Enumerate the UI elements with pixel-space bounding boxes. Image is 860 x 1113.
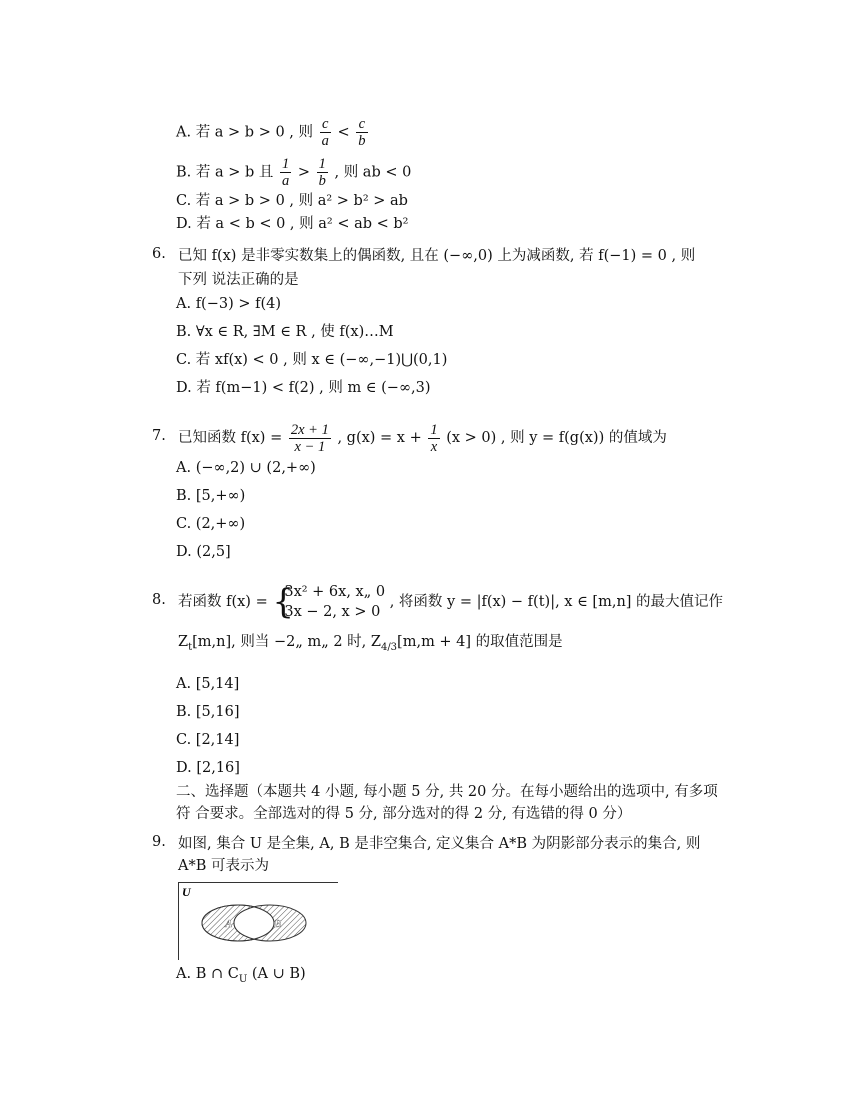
q8-stem-line2 (178, 632, 563, 658)
q8-z-sub: t (188, 641, 193, 653)
q5-option-b-pre: B. 若 a > b 且 (176, 164, 274, 181)
q8-option-d[interactable]: D. [2,16] (176, 760, 240, 776)
q5-option-b-frac2 (317, 156, 328, 189)
frac-den: b (358, 133, 366, 149)
q9-stem-line2: A*B 可表示为 (178, 858, 269, 874)
section2-line1: 二、选择题（本题共 4 小题, 每小题 5 分, 共 20 分。在每小题给出的选项中, 有多项 (176, 784, 718, 800)
q8-z: Z (178, 634, 189, 650)
frac-num: 1 (430, 421, 438, 438)
q7-option-a[interactable]: A. (−∞,2) ∪ (2,+∞) (176, 460, 316, 476)
q7-stem-pre: 已知函数 f(x) = (178, 430, 283, 446)
frac-den: x (430, 438, 438, 455)
q5-option-d[interactable]: D. 若 a < b < 0 , 则 a² < ab < b² (176, 216, 409, 232)
q8-brace: { (272, 582, 294, 622)
q8-option-c[interactable]: C. [2,14] (176, 732, 240, 748)
q9-option-a[interactable] (176, 964, 306, 990)
frac-num: c (356, 116, 367, 133)
q7-option-b[interactable]: B. [5,+∞) (176, 488, 246, 504)
section2-line2: 符 合要求。全部选对的得 5 分, 部分选对的得 2 分, 有选错的得 0 分） (176, 806, 632, 822)
q8-stem-pre: 若函数 f(x) = (178, 594, 268, 610)
q8-stem (178, 582, 723, 622)
q6-option-c[interactable]: C. 若 xf(x) < 0 , 则 x ∈ (−∞,−1)⋃(0,1) (176, 352, 448, 368)
q9-stem-line1: 如图, 集合 U 是全集, A, B 是非空集合, 定义集合 A*B 为阴影部分表示的集合, 则 (178, 836, 701, 852)
q7-option-c[interactable]: C. (2,+∞) (176, 516, 246, 532)
frac-num: c (320, 116, 331, 133)
q6-stem-line2: 下列 说法正确的是 (178, 272, 299, 288)
q5-option-b-frac1 (280, 156, 291, 189)
q7-stem (178, 418, 667, 458)
q8-stem-post: , 将函数 y = |f(x) − f(t)|, x ∈ [m,n] 的最大值记作 (389, 594, 724, 610)
q5-option-b-post: , 则 ab < 0 (334, 164, 412, 181)
q6-option-a[interactable]: A. f(−3) > f(4) (176, 296, 282, 312)
frac-den: x − 1 (294, 438, 326, 455)
venn-label-u: U (182, 885, 191, 899)
q5-option-a-frac1 (320, 116, 331, 149)
q6-number: 6. (152, 246, 166, 262)
frac-num: 1 (318, 156, 326, 172)
q5-option-b[interactable] (176, 156, 411, 189)
q8-case2: 3x − 2, x > 0 (284, 604, 381, 620)
q8-line2-mid: [m,n], 则当 −2„ m„ 2 时, Z (192, 634, 381, 650)
q9-number: 9. (152, 834, 166, 850)
q5-option-b-gt: > (297, 164, 311, 181)
q8-piecewise (272, 582, 385, 622)
frac-den: b (318, 173, 326, 189)
q5-option-c[interactable]: C. 若 a > b > 0 , 则 a² > b² > ab (176, 193, 408, 209)
q9-option-a-text: A. B ∩ C (176, 966, 239, 982)
frac-num: 2x + 1 (290, 421, 329, 438)
venn-diagram (178, 882, 338, 960)
q9-option-a-sub: U (238, 973, 248, 985)
q7-frac2 (428, 422, 439, 455)
q8-case1: 3x² + 6x, x„ 0 (284, 584, 386, 600)
frac-num: 1 (282, 156, 290, 172)
q7-option-d[interactable]: D. (2,5] (176, 544, 231, 560)
q5-option-a-text: A. 若 a > b > 0 , 则 (176, 124, 314, 141)
frac-den: a (321, 133, 329, 149)
q6-option-b[interactable]: B. ∀x ∈ R, ∃M ∈ R , 使 f(x)…M (176, 324, 394, 340)
q8-option-b[interactable]: B. [5,16] (176, 704, 240, 720)
venn-label-b: B (274, 918, 282, 930)
q8-line2-post: [m,m + 4] 的取值范围是 (397, 634, 563, 650)
frac-den: a (282, 173, 290, 189)
q5-option-a-lt: < (337, 124, 350, 141)
q5-option-a-frac2 (356, 116, 367, 149)
q7-stem-mid: , g(x) = x + (337, 430, 422, 446)
q5-option-a[interactable] (176, 116, 370, 149)
venn-label-a: A (225, 918, 233, 930)
q6-option-d[interactable]: D. 若 f(m−1) < f(2) , 则 m ∈ (−∞,3) (176, 380, 431, 396)
q8-number: 8. (152, 592, 166, 608)
q9-option-a-post: (A ∪ B) (251, 966, 306, 982)
q7-frac1 (289, 422, 331, 455)
q6-stem-line1: 已知 f(x) 是非零实数集上的偶函数, 且在 (−∞,0) 上为减函数, 若 f(−1) = 0 , 则 (178, 248, 696, 264)
q7-number: 7. (152, 428, 166, 444)
q8-z-sub2: 4/3 (380, 641, 398, 653)
q8-option-a[interactable]: A. [5,14] (176, 676, 240, 692)
q7-stem-post: (x > 0) , 则 y = f(g(x)) 的值域为 (446, 430, 667, 446)
